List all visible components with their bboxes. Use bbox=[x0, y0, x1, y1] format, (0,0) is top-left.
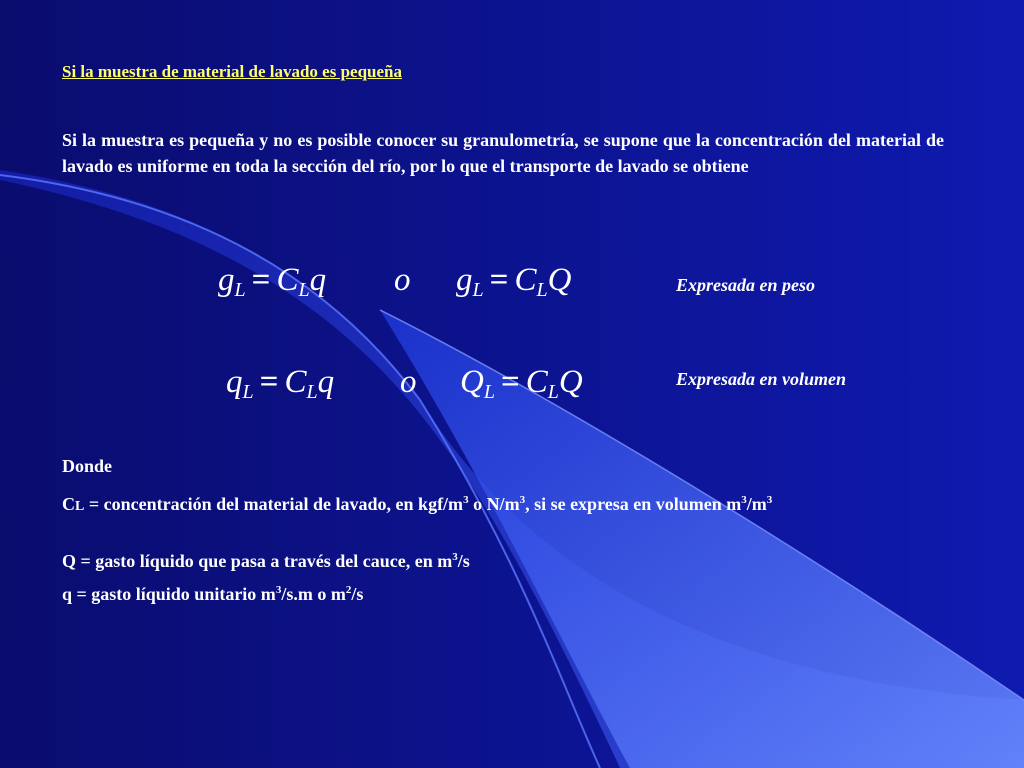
equation-connector-or: o bbox=[400, 364, 417, 400]
equation-volume-total: $Q_L = C_LQ$ bbox=[460, 364, 583, 403]
definition-Q: Q = gasto líquido que pasa a través del cauce, en $m^3/s$ bbox=[62, 551, 470, 571]
equation-weight-total: $g_L = C_LQ$ bbox=[456, 262, 572, 301]
label-weight: Expresada en peso bbox=[676, 275, 815, 295]
equation-volume-unit: $q_L = C_Lq$ bbox=[226, 364, 335, 403]
slide-heading: Si la muestra de material de lavado es pequeña bbox=[62, 62, 402, 81]
definitions-title: Donde bbox=[62, 456, 113, 476]
definition-cl: CL = concentración del material de lavado, en kgf/$m^3$ o $N/m^3$, si se expresa en volumen $m^3/m^3$ bbox=[62, 494, 773, 514]
label-volume: Expresada en volumen bbox=[676, 369, 847, 389]
intro-paragraph: Si la muestra es pequeña y no es posible conocer su granulometría, se supone que la concentración del material de lavado es uniforme en toda la sección del río, por lo que el transporte de lavado se obtiene bbox=[62, 130, 944, 176]
equation-connector-or: o bbox=[394, 262, 411, 298]
definition-q: q = gasto líquido unitario $m^3/s.m$ o $m^2/s$ bbox=[62, 584, 364, 604]
equation-weight-unit: $g_L = C_Lq$ bbox=[218, 262, 327, 301]
